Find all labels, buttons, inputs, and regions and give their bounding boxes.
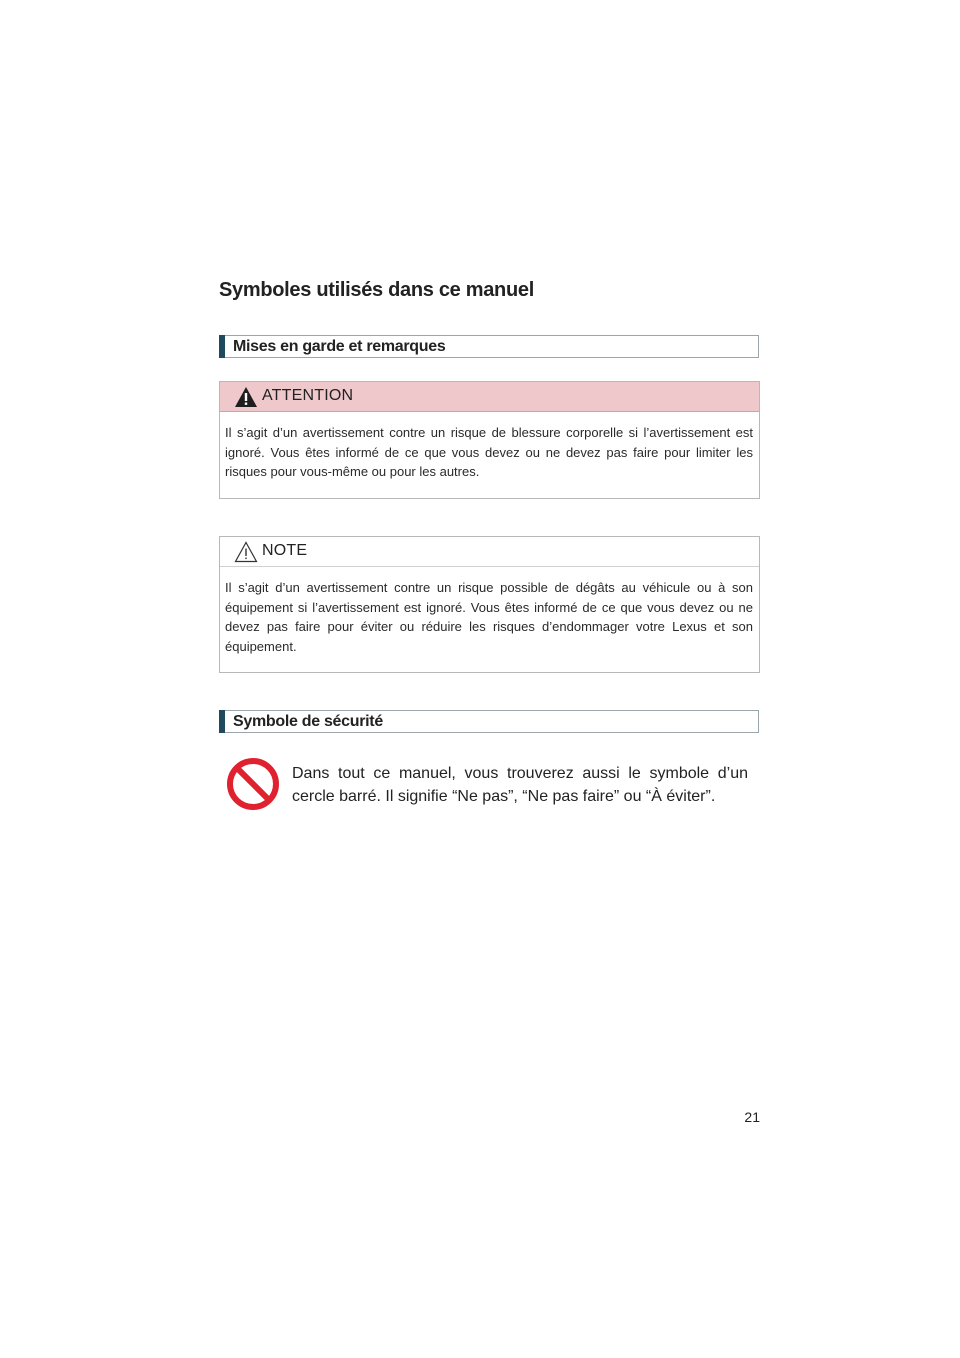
section-accent-bar	[219, 710, 225, 733]
attention-text: Il s’agit d’un avertissement contre un risque de blessure corporelle si l’avertissement est ignoré. Vous êtes informé de ce que vous devez ou ne devez pas faire pour limiter les risques pour vous-même ou pour les autres.	[225, 425, 753, 479]
section-header-safety	[219, 710, 759, 733]
section-header-warnings	[219, 335, 759, 358]
prohibition-icon	[226, 757, 280, 811]
section-title: Symbole de sécurité	[233, 713, 383, 730]
page-number: 21	[744, 1109, 760, 1125]
warning-filled-icon	[234, 386, 258, 408]
note-text: Il s’agit d’un avertissement contre un risque possible de dégâts au véhicule ou à son équipement si l’avertissement est ignoré. Vous êtes informé de ce que vous devez ou ne devez pas faire pour éviter ou réduire les risques d’endommager votre Lexus et son équipement.	[225, 580, 753, 654]
attention-header	[220, 382, 759, 412]
note-label: NOTE	[262, 542, 308, 559]
attention-label: ATTENTION	[262, 387, 354, 404]
page-title: Symboles utilisés dans ce manuel	[219, 279, 534, 301]
section-accent-bar	[219, 335, 225, 358]
note-header	[220, 537, 759, 567]
attention-box	[219, 381, 760, 499]
note-box	[219, 536, 760, 673]
safety-symbol-text: Dans tout ce manuel, vous trouverez aussi le symbole d’un cercle barré. Il signifie “Ne pas”, “Ne pas faire” ou “À éviter”.	[292, 765, 748, 805]
section-title: Mises en garde et remarques	[233, 338, 446, 355]
warning-outline-icon	[234, 541, 258, 563]
